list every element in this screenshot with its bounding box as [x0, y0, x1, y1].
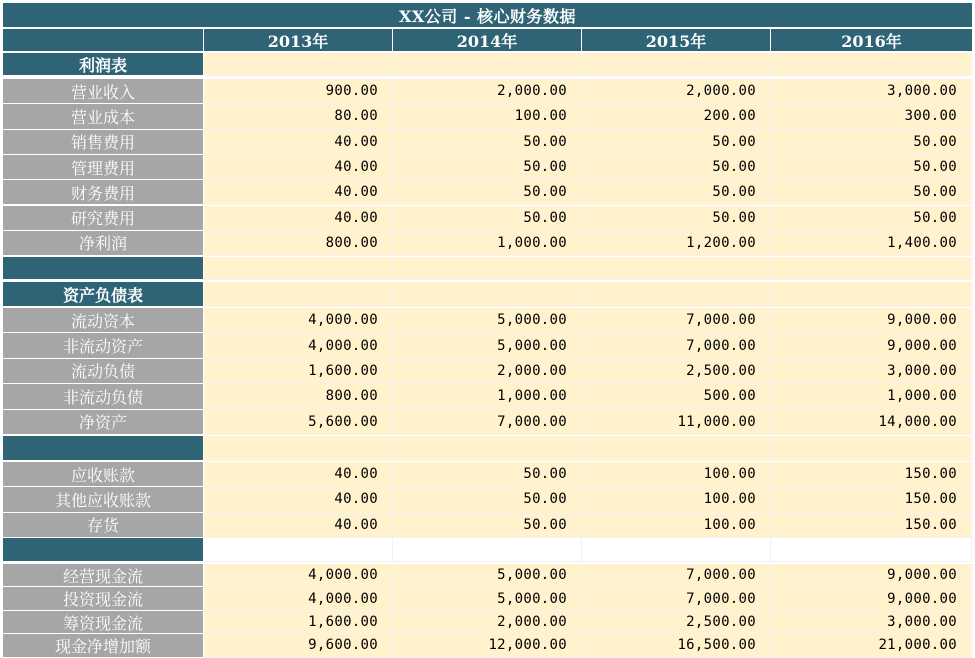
value-cell[interactable]: 150.00 — [771, 487, 972, 512]
table-row — [3, 410, 972, 435]
table-row — [3, 462, 972, 487]
row-label[interactable]: 筹资现金流 — [3, 611, 204, 634]
value-cell[interactable]: 100.00 — [582, 487, 771, 512]
table-row — [3, 611, 972, 634]
table-row — [3, 359, 972, 384]
cell[interactable] — [771, 538, 972, 562]
value-cell[interactable]: 1,000.00 — [393, 384, 582, 409]
cell[interactable] — [771, 282, 972, 307]
value-cell[interactable]: 9,000.00 — [771, 564, 972, 587]
value-cell[interactable]: 40.00 — [204, 130, 393, 155]
value-cell[interactable]: 50.00 — [393, 130, 582, 155]
value-cell[interactable]: 2,500.00 — [582, 611, 771, 634]
row-label[interactable]: 投资现金流 — [3, 587, 204, 610]
value-cell[interactable]: 50.00 — [393, 513, 582, 538]
value-cell[interactable]: 9,000.00 — [771, 308, 972, 333]
value-cell[interactable]: 100.00 — [393, 104, 582, 129]
cell[interactable] — [3, 257, 204, 280]
value-cell[interactable]: 2,000.00 — [393, 79, 582, 104]
value-cell[interactable]: 1,600.00 — [204, 611, 393, 634]
section-row-balance — [3, 282, 972, 307]
value-cell[interactable]: 5,000.00 — [393, 333, 582, 358]
value-cell[interactable]: 50.00 — [393, 462, 582, 487]
section-row-income — [3, 53, 972, 76]
table-row — [3, 333, 972, 358]
value-cell[interactable]: 40.00 — [204, 180, 393, 205]
cell[interactable] — [582, 53, 771, 76]
value-cell[interactable]: 50.00 — [393, 487, 582, 512]
value-cell[interactable]: 2,000.00 — [582, 79, 771, 104]
value-cell[interactable]: 5,000.00 — [393, 308, 582, 333]
cell[interactable] — [393, 257, 582, 280]
value-cell[interactable]: 9,000.00 — [771, 587, 972, 610]
value-cell[interactable]: 3,000.00 — [771, 79, 972, 104]
value-cell[interactable]: 500.00 — [582, 384, 771, 409]
value-cell[interactable]: 150.00 — [771, 513, 972, 538]
value-cell[interactable]: 7,000.00 — [582, 587, 771, 610]
value-cell[interactable]: 150.00 — [771, 462, 972, 487]
table-row — [3, 513, 972, 538]
cell[interactable] — [582, 257, 771, 280]
value-cell[interactable]: 5,600.00 — [204, 410, 393, 435]
cell[interactable] — [393, 436, 582, 461]
value-cell[interactable]: 50.00 — [582, 155, 771, 180]
cell[interactable] — [582, 436, 771, 461]
section-label-income[interactable]: 利润表 — [3, 53, 204, 76]
row-label[interactable]: 营业收入 — [3, 79, 204, 104]
cell[interactable] — [393, 538, 582, 562]
table-row — [3, 104, 972, 129]
table-row — [3, 206, 972, 231]
value-cell[interactable]: 4,000.00 — [204, 587, 393, 610]
row-label[interactable]: 净资产 — [3, 410, 204, 435]
section-label-balance[interactable]: 资产负债表 — [3, 282, 204, 307]
table-row — [3, 564, 972, 587]
table-row — [3, 587, 972, 610]
row-label[interactable]: 净利润 — [3, 231, 204, 256]
value-cell[interactable]: 5,000.00 — [393, 564, 582, 587]
table-row — [3, 231, 972, 256]
cell[interactable] — [3, 538, 204, 562]
table-row — [3, 384, 972, 409]
cell[interactable] — [204, 257, 393, 280]
table-row — [3, 155, 972, 180]
table-row — [3, 79, 972, 104]
year-header-2014[interactable]: 2014年 — [393, 29, 582, 52]
value-cell[interactable]: 40.00 — [204, 487, 393, 512]
value-cell[interactable]: 2,000.00 — [393, 611, 582, 634]
row-label[interactable]: 营业成本 — [3, 104, 204, 129]
value-cell[interactable]: 100.00 — [582, 513, 771, 538]
value-cell[interactable]: 40.00 — [204, 513, 393, 538]
value-cell[interactable]: 9,000.00 — [771, 333, 972, 358]
row-label[interactable]: 存货 — [3, 513, 204, 538]
value-cell[interactable]: 16,500.00 — [582, 634, 771, 657]
cell[interactable] — [393, 53, 582, 76]
cell[interactable] — [204, 282, 393, 307]
year-header-2015[interactable]: 2015年 — [582, 29, 771, 52]
value-cell[interactable]: 800.00 — [204, 384, 393, 409]
value-cell[interactable]: 4,000.00 — [204, 564, 393, 587]
value-cell[interactable]: 4,000.00 — [204, 333, 393, 358]
separator-row — [3, 436, 972, 461]
row-label[interactable]: 非流动资产 — [3, 333, 204, 358]
value-cell[interactable]: 80.00 — [204, 104, 393, 129]
cell[interactable] — [582, 538, 771, 562]
cell[interactable] — [771, 436, 972, 461]
cell[interactable] — [204, 436, 393, 461]
value-cell[interactable]: 1,600.00 — [204, 359, 393, 384]
value-cell[interactable]: 40.00 — [204, 462, 393, 487]
value-cell[interactable]: 50.00 — [771, 206, 972, 231]
value-cell[interactable]: 7,000.00 — [582, 308, 771, 333]
value-cell[interactable]: 2,500.00 — [582, 359, 771, 384]
value-cell[interactable]: 2,000.00 — [393, 359, 582, 384]
value-cell[interactable]: 50.00 — [582, 130, 771, 155]
value-cell[interactable]: 50.00 — [771, 130, 972, 155]
value-cell[interactable]: 1,200.00 — [582, 231, 771, 256]
year-header-2013[interactable]: 2013年 — [204, 29, 393, 52]
value-cell[interactable]: 1,000.00 — [771, 384, 972, 409]
value-cell[interactable]: 11,000.00 — [582, 410, 771, 435]
value-cell[interactable]: 1,000.00 — [393, 231, 582, 256]
row-label[interactable]: 经营现金流 — [3, 564, 204, 587]
value-cell[interactable]: 100.00 — [582, 462, 771, 487]
cell[interactable] — [582, 282, 771, 307]
row-label[interactable]: 销售费用 — [3, 130, 204, 155]
value-cell[interactable]: 900.00 — [204, 79, 393, 104]
table-row — [3, 487, 972, 512]
sheet-title[interactable]: XX公司 - 核心财务数据 — [3, 3, 972, 27]
value-cell[interactable]: 40.00 — [204, 206, 393, 231]
row-label[interactable]: 管理费用 — [3, 155, 204, 180]
cell[interactable] — [393, 282, 582, 307]
table-row — [3, 180, 972, 205]
separator-row — [3, 538, 972, 562]
value-cell[interactable]: 1,400.00 — [771, 231, 972, 256]
cell[interactable] — [771, 257, 972, 280]
row-label[interactable]: 非流动负债 — [3, 384, 204, 409]
value-cell[interactable]: 14,000.00 — [771, 410, 972, 435]
table-row — [3, 308, 972, 333]
table-row — [3, 130, 972, 155]
separator-row — [3, 257, 972, 280]
header-corner-cell[interactable] — [3, 29, 204, 52]
row-label[interactable]: 财务费用 — [3, 180, 204, 205]
value-cell[interactable]: 3,000.00 — [771, 359, 972, 384]
value-cell[interactable]: 9,600.00 — [204, 634, 393, 657]
value-cell[interactable]: 12,000.00 — [393, 634, 582, 657]
cell[interactable] — [204, 538, 393, 562]
value-cell[interactable]: 21,000.00 — [771, 634, 972, 657]
value-cell[interactable]: 7,000.00 — [582, 564, 771, 587]
value-cell[interactable]: 50.00 — [582, 180, 771, 205]
value-cell[interactable]: 50.00 — [393, 155, 582, 180]
value-cell[interactable]: 50.00 — [393, 180, 582, 205]
value-cell[interactable]: 7,000.00 — [393, 410, 582, 435]
row-label[interactable]: 现金净增加额 — [3, 634, 204, 657]
table-row — [3, 634, 972, 657]
row-label[interactable]: 流动负债 — [3, 359, 204, 384]
value-cell[interactable]: 50.00 — [393, 206, 582, 231]
row-label[interactable]: 研究费用 — [3, 206, 204, 231]
value-cell[interactable]: 50.00 — [771, 180, 972, 205]
value-cell[interactable]: 7,000.00 — [582, 333, 771, 358]
value-cell[interactable]: 50.00 — [582, 206, 771, 231]
row-label[interactable]: 应收账款 — [3, 462, 204, 487]
cell[interactable] — [204, 53, 393, 76]
value-cell[interactable]: 50.00 — [771, 155, 972, 180]
value-cell[interactable]: 800.00 — [204, 231, 393, 256]
year-header-2016[interactable]: 2016年 — [771, 29, 972, 52]
value-cell[interactable]: 5,000.00 — [393, 587, 582, 610]
row-label[interactable]: 流动资本 — [3, 308, 204, 333]
value-cell[interactable]: 3,000.00 — [771, 611, 972, 634]
row-label[interactable]: 其他应收账款 — [3, 487, 204, 512]
value-cell[interactable]: 200.00 — [582, 104, 771, 129]
value-cell[interactable]: 300.00 — [771, 104, 972, 129]
year-header-row — [3, 29, 972, 52]
cell[interactable] — [771, 53, 972, 76]
value-cell[interactable]: 40.00 — [204, 155, 393, 180]
value-cell[interactable]: 4,000.00 — [204, 308, 393, 333]
cell[interactable] — [3, 436, 204, 461]
